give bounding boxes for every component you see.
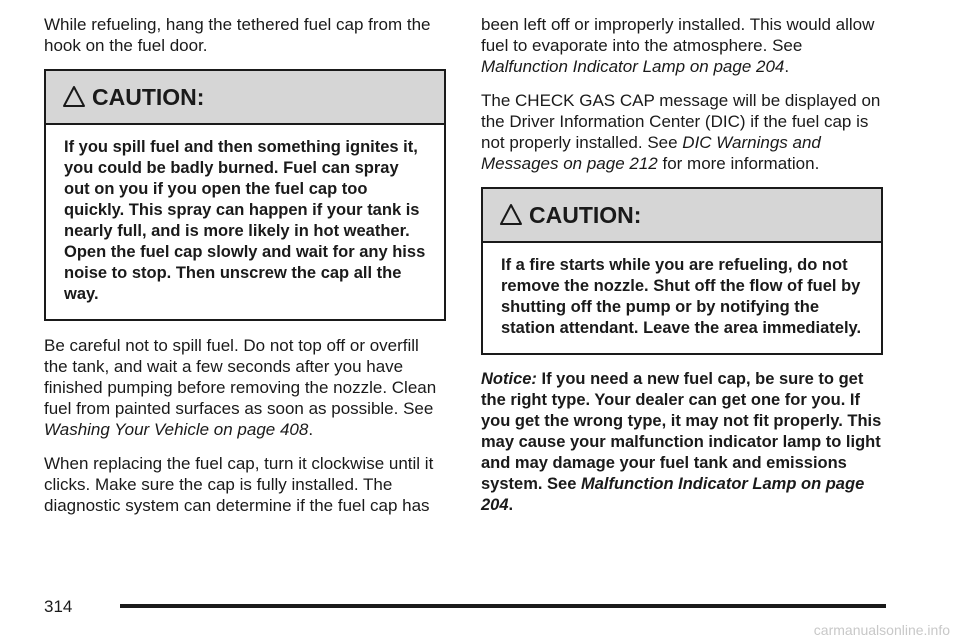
washing-vehicle-link[interactable]: Washing Your Vehicle on page 408 <box>44 420 309 439</box>
replace-cap-paragraph: When replacing the fuel cap, turn it clockwise until it clicks. Make sure the cap is fully installed. The diagnostic system can determine if the fuel cap has <box>44 454 434 515</box>
check-gas-cap-paragraph <box>481 90 883 174</box>
caution-box-spill <box>44 69 446 321</box>
caution-title: CAUTION: <box>92 83 205 110</box>
caution-text: If you spill fuel and then something ignites it, you could be badly burned. Fuel can spray out on you if you open the fuel cap too quickly. This spray can happen if your tank is nearly full, and is more likely in hot weather. Open the fuel cap slowly and wait for any hiss noise to stop. Then unscrew the cap all the way. <box>64 138 426 303</box>
evaporate-paragraph <box>481 14 883 77</box>
intro-paragraph: While refueling, hang the tethered fuel cap from the hook on the fuel door. <box>44 15 431 55</box>
warning-triangle-icon <box>499 203 523 227</box>
footer-rule <box>120 604 886 608</box>
notice-mil-link[interactable]: Malfunction Indicator Lamp on page 204 <box>481 475 865 514</box>
notice-paragraph <box>481 369 883 516</box>
check-gas-cap-text: The CHECK GAS CAP message will be displayed on the Driver Information Center (DIC) if the fuel cap is not properly installed. See <box>481 91 881 152</box>
caution-header <box>483 189 881 243</box>
page-number: 314 <box>44 597 73 616</box>
left-column <box>44 14 446 529</box>
caution-title: CAUTION: <box>529 201 642 228</box>
notice-label: Notice: <box>481 370 537 388</box>
notice-text: If you need a new fuel cap, be sure to get the right type. Your dealer can get one for you. If you get the wrong type, it may not fit properly. This may cause your malfunction indicator lamp to light and may damage your fuel tank and emissions system. See <box>481 370 882 493</box>
caution-box-fire <box>481 187 883 355</box>
caution-text: If a fire starts while you are refueling, do not remove the nozzle. Shut off the flow of fuel by shutting off the pump or by notifying the station attendant. Leave the area immediately. <box>501 256 862 337</box>
warning-triangle-icon <box>62 85 86 109</box>
dic-warnings-link[interactable]: DIC Warnings and Messages on page 212 <box>481 133 821 173</box>
check-gas-cap-end: for more information. <box>657 154 820 173</box>
caution-header <box>46 71 444 125</box>
spill-paragraph-text: Be careful not to spill fuel. Do not top off or overfill the tank, and wait a few seconds after you have finished pumping before removing the nozzle. Clean fuel from painted surfaces as soon as possible. See <box>44 336 437 418</box>
spill-paragraph-end: . <box>308 420 314 439</box>
watermark: carmanualsonline.info <box>813 622 950 638</box>
evaporate-paragraph-text: been left off or improperly installed. This would allow fuel to evaporate into the atmosphere. See <box>481 15 875 55</box>
right-column <box>481 14 883 516</box>
mil-link[interactable]: Malfunction Indicator Lamp on page 204 <box>481 57 785 76</box>
notice-end: . <box>508 496 514 514</box>
evaporate-paragraph-end: . <box>784 57 790 76</box>
spill-paragraph <box>44 335 446 440</box>
